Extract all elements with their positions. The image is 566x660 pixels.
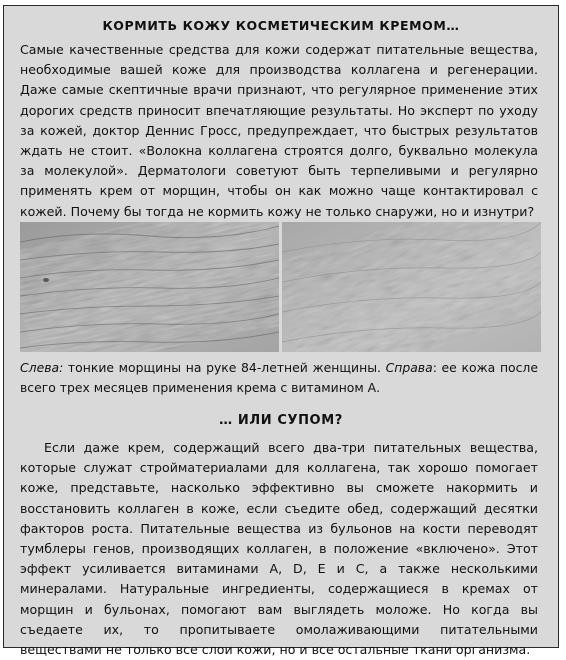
photo-caption	[20, 358, 538, 397]
paragraph-cream: Самые качественные средства для кожи содержат питательные вещества, необходимые вашей коже для производства коллагена и регенерации. Даже самые скептичные врачи признают, что регулярное применение этих дорогих средств приносит впечатляющие результаты. Но эксперт по уходу за кожей, доктор Деннис Гросс, предупреждает, что быстрых результатов ждать не стоит. «Волокна коллагена строятся долго, буквально молекула за молекулой». Дерматологи советуют быть терпеливыми и регулярно применять крем от морщин, чтобы он как можно чаще контактировал с кожей. Почему бы тогда не кормить кожу не только снаружи, но и изнутри?	[20, 42, 538, 219]
photo-left-wrinkled-skin	[20, 222, 279, 352]
caption-left-label: Слева:	[20, 360, 64, 375]
paragraph-soup: Если даже крем, содержащий всего два-три питательных вещества, которые служат стройматериалами для коллагена, так хорошо помогает коже, представьте, насколько эффективно вы сможете накормить и восстановить коллаген в коже, если съедите обед, содержащий десятки факторов роста. Питательные вещества из бульонов на кости переводят тумблеры генов, производящих коллаген, в положение «включено». Этот эффект усиливается витаминами А, D, E и C, а также несколькими минералами. Натуральные ингредиенты, содержащиеся в кремах от морщин и бульонах, помогают вам выглядеть моложе. Но когда вы съедаете их, то пропитываете омолаживающими питательными веществами не только все слои кожи, но и все остальные ткани организма.	[20, 440, 538, 658]
sidebar-box	[3, 5, 559, 658]
caption-left-text: тонкие морщины на руке 84-летней женщины.	[63, 360, 386, 375]
smoother-skin-icon	[282, 222, 541, 352]
wrinkled-skin-icon	[20, 222, 279, 352]
photo-comparison	[20, 222, 541, 352]
section-heading-soup: … ИЛИ СУПОМ?	[219, 413, 343, 428]
caption-right-label: Справа	[385, 360, 433, 375]
photo-right-smoother-skin	[282, 222, 541, 352]
section-heading-cream: КОРМИТЬ КОЖУ КОСМЕТИЧЕСКИМ КРЕМОМ…	[102, 18, 460, 33]
caption-right-text: : ее кожа после всего трех месяцев применения крема с витамином А.	[20, 360, 538, 395]
